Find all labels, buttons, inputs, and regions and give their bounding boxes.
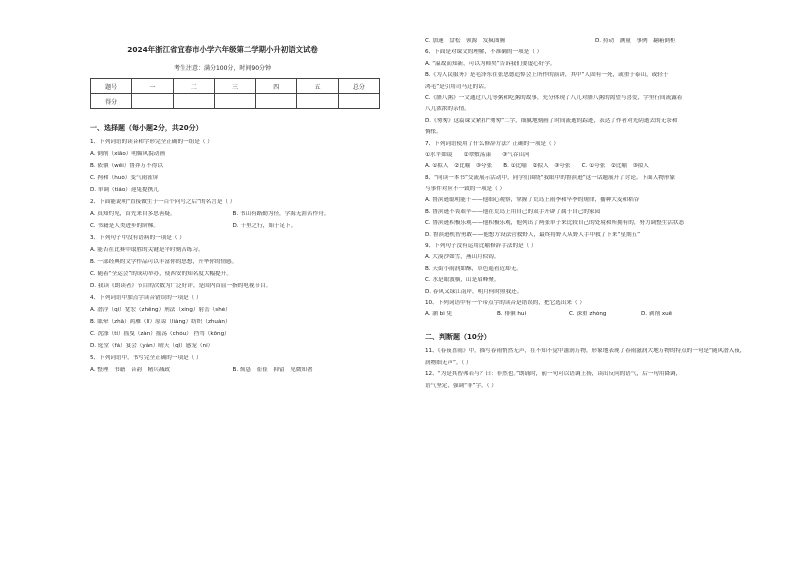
option-row [90,211,375,218]
option-line: D. 春风又绿江南岸，明月何时照我还。 [425,288,523,295]
option-line: 惆怅。 [425,129,442,136]
question-line: 3、下列句子中没有语病的一项是（ ） [90,235,185,241]
question-line: 6、下面是对课文的理解，不准确的一项是（ ） [425,49,543,56]
question-line: 8、“同读一本书”交流展示活动中，同学们围绕“我眼中的鲁滨逊”这一话题展开了讨论。下面人物形象 [425,174,676,181]
score-cell[interactable] [173,94,214,109]
right-page [397,0,794,562]
option-b: B. 书山有路勤为径，学海无涯苦作舟。 [232,211,330,217]
option-line: B. 天街小雨润如酥，草色遥看近却无。 [425,265,522,272]
option-line: C. 拘和（huò）变气雨雀屏 [90,175,159,181]
option-line: A. “温故而知新，可以为师矣”告诉我们要虚心好学。 [425,60,556,67]
exam-notice: 考生注意：满分100分，时间90分钟 [173,65,272,72]
option-line: A. 倒削（xiāo）明媚风貌动画 [90,151,165,157]
option-line: C. 随着“全运会”的成功举办，使西安的知名度大幅提升。 [90,271,232,277]
score-header-cell: 题号 [91,79,132,94]
option-line: D. 庭堂（fá）宴会（yàn）晴天（qī）感宠（ní） [90,343,214,349]
score-row-label: 得分 [91,94,132,109]
score-header-cell: 总分 [338,79,379,94]
question-line: 11、《春夜喜雨》中，描写春雨悄然无声，在不知不觉中滋润万物，形象地表现了春雨滋润大地万物的特点的一句是“随风潜入夜， [425,348,746,355]
option-line: D. 单调（tiáo）迎兔提携儿 [90,187,159,193]
score-header-cell: 二 [173,79,214,94]
option-a: A. 真知灼见，首先来自多思善疑。 [90,211,176,217]
option-c: C. 书籍是人类进步的阶梯。 [90,223,159,229]
option-a: A. 整理 书籍 音韵 精兵减政 [90,367,171,373]
score-cell[interactable] [338,94,379,109]
exam-title: 2024年浙江省宜春市小学六年级第二学期小升初语文试卷 [127,45,318,54]
score-cell[interactable] [214,94,255,109]
question-line: 润物细无声”。（ ） [425,359,472,366]
option-d: D. 剥削 xuē [641,311,673,318]
option-line: A. ①拟人 ②比喻 ③夸张 B. ①比喻 ②拟人 ③夸张 C. ①夸张 ②比喻 ③拟人 [425,163,649,170]
option-row [425,38,760,45]
option-line: C. 鲁滨逊积极乐观——他积极乐观，他列出了两张单子来比较自己的处境和所拥有的，努力调整生活状态 [425,220,685,227]
option-b: B. 徘徊 huí [497,311,527,318]
option-line: A. 鲁滨逊聪明能干——他细心观察，掌握了荒岛上雨季和旱季的规律，播种大麦和稻谷 [425,197,640,204]
section-heading-judge: 二、判断题（10分） [425,333,491,342]
option-line: B. 眩晕（zhā）鸿雁（lǐ）原谅（liàng）纺织（zhuàn） [90,319,231,325]
option-row [90,223,375,230]
score-cell[interactable] [132,94,173,109]
option-d: D. 持动 测量 事例 翻箱倒柜 [595,38,676,44]
option-line: C. 洗涤（tí）摇曳（zàn）摇荡（chóu） 挡驾（kōng） [90,331,230,337]
score-table-header-row [91,79,380,94]
section-heading-choice: 一、选择题（每小题2分，共20分） [90,124,203,132]
option-row [90,367,375,374]
question-line: 2、下面能说明“直接做生于一百个问号之后”的名言是（ ） [90,199,236,205]
option-line: 八儿浓浓的亲情。 [425,106,470,113]
question-line: 12、“为是其智弗若与？曰：非然也。”朗诵时，前一句可以语调上扬，读出反问的语气，后一句用降调， [425,371,682,378]
option-line: A. 大漠沙如雪，燕山月似钩。 [425,254,500,261]
option-line: 鸿毛”是引用司马迁的话。 [425,83,490,90]
question-line: 1、下列词语的读音和字形完全正确的一组是（ ） [90,139,213,145]
option-line: ①水平如镜 ②翠敷荡漾 ③气吞山河 [425,151,530,158]
score-cell[interactable] [297,94,338,109]
question-line: 9、下列句子没有运用比喻修辞手法的是（ ） [425,243,537,250]
score-header-cell: 一 [132,79,173,94]
option-c: C. 深重 zhòng [569,311,607,318]
score-table [90,78,380,109]
option-line: A. 能否在比赛中取胜的关键是平时刻苦练习。 [90,247,204,253]
score-table-score-row [91,94,380,109]
option-d: D. 千里之行，始于足下。 [232,223,297,229]
option-b: B. 烦恳 崔崔 抑留 见微知著 [232,367,313,373]
score-cell[interactable] [256,94,297,109]
option-a: A. 潮 bì 免 [425,311,453,318]
question-line: 4、下列词语中加点字读音错误的一项是（ ） [90,295,202,301]
option-line: D. 我读《朗读者》节目的次数为广泛好评，是国内首屈一指的电视节目。 [90,283,272,289]
question-line: 10、下列词语中有一个带点字的读音是错误的，把它选出来（ ） [425,299,585,306]
option-line: D. 鲁滨逊机智勇敢——他想方设法营救野人，最终将野人从野人手中救了下来“星期五” [425,231,641,238]
option-line: C.《腊八粥》一文通过八儿等粥和吃粥的故事，充分体现了八儿对腊八粥的渴望与喜爱，字里行间流露着 [425,94,683,101]
question-line: 7、下列词语使用了什么修辞方法？正确的一项是（ ） [425,140,559,147]
question-line: 语气坚定，强调“非”字。（ ） [425,382,497,389]
score-header-cell: 四 [256,79,297,94]
option-line: B.《为人民服务》是毛泽东在张思德追悼会上所作的演讲，其中“人固有一死，或重于泰山，或轻于 [425,72,669,79]
option-line: B. 鲁滨逊不畏艰辛——他在荒岛上用自己的双手开辟了属于自己的家园 [425,208,601,215]
option-c: C. 加速 盘松 领源 发疯图腾 [425,38,506,44]
question-line: 与事件对应不一致的一项是（ ） [425,186,506,193]
option-line: A. 潜浮（qí）宽宏（zhēng）刑法（xíng）射击（shè） [90,307,231,313]
score-header-cell: 三 [214,79,255,94]
score-header-cell: 五 [297,79,338,94]
option-line: D.《匆匆》这篇课文紧扣“匆匆”二字，细腻地刻画了时间流逝的踪迹，表达了作者对光阴逝去的无奈和 [425,117,678,124]
option-line: B. 依偎（wēi）鲁莽万不得以 [90,163,163,169]
option-row [425,311,760,318]
question-line: 5、下列词语中，书写完全正确的一项是（ ） [90,355,202,361]
option-line: B. 一部经典的文学作品可以丰富你的思想，升华你的情感。 [90,259,238,265]
option-line: C. 水是眼波横，山是眉峰聚。 [425,277,500,284]
